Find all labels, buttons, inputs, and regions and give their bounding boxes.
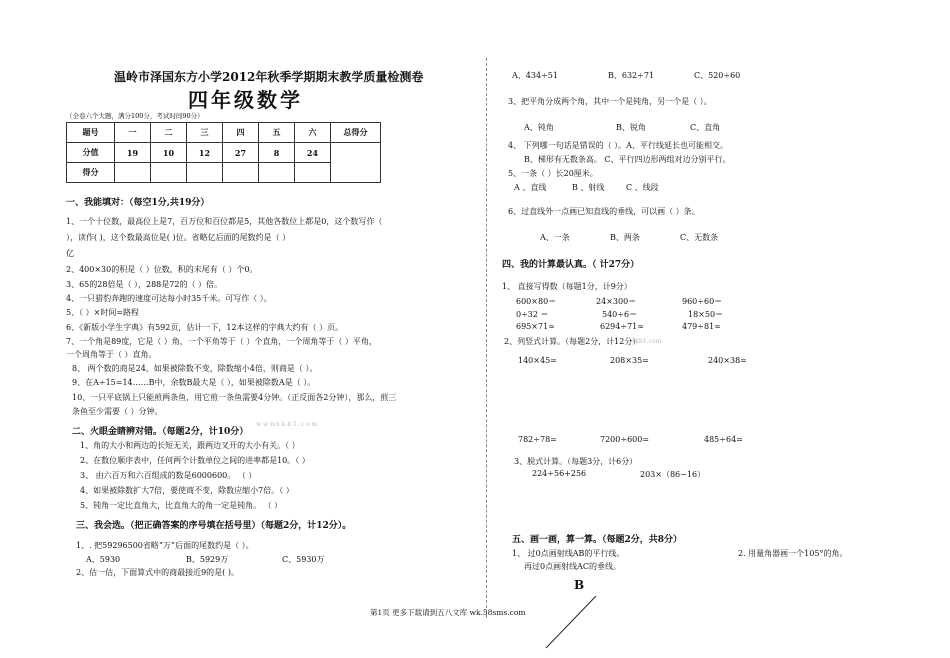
option-text: C、无数条 [680,233,719,242]
stepwise-calc: 224÷56+256 [532,469,587,478]
section5-title: 五、画一画，算一算。（每题2分，共8分） [512,535,683,545]
option-text: A 、直线 [514,183,547,192]
sub-question: 2、列竖式计算。（每题2分，计12分） [504,337,641,346]
column-divider [486,58,487,618]
option-text: C、520÷60 [694,71,741,80]
oral-calc: 960÷60＝ [682,297,723,306]
oral-calc: 6294÷71≈ [600,322,644,331]
option-text: B 、射线 [572,183,605,192]
vertical-calc: 7200÷600= [600,435,650,444]
grade-title: 四年级数学 [188,88,303,112]
score-table-label: 题号 [67,123,115,143]
score-table-label: 分值 [67,143,115,163]
score-table-cell: 27 [223,143,259,163]
question-text: 4、 下列哪一句话是错误的（ ）。A、平行线延长也可能相交。 [508,141,728,150]
ray-ab-line [546,596,596,648]
question-text: 2、在数位顺序表中，任何两个计数单位之间的进率都是10。（ ） [80,456,310,465]
score-table-cell: 12 [187,143,223,163]
question-text: 3、把平角分成两个角，其中一个是钝角，另一个是（ ）。 [508,97,712,106]
score-table-header: 三 [187,123,223,143]
question-text: 5、（ ）×时间=路程 [66,308,140,317]
score-table-cell: 10 [151,143,187,163]
option-text: A、5930 [86,555,121,564]
question-text: 7、一个角是89度，它是（ ）角，一个平角等于（ ）个直角，一个周角等于（ ）平角， [66,337,377,346]
section1-title: 一、我能填对：（每空1分,共19分） [66,198,210,208]
oral-calc: 18×50＝ [688,310,724,319]
score-table [66,122,381,183]
question-text: 6、《新版小学生字典》有592页，估计一下，12本这样的字典大约有（ ）页。 [66,323,344,332]
faint-watermark: xkb1.com [632,338,662,345]
option-text: A、一条 [540,233,570,242]
score-input-cell[interactable] [115,163,151,183]
question-text: 10、一只平底锅上只能煎两条鱼，用它煎一条鱼需要4分钟。（正反面各2分钟），那么，煎三 [72,393,397,402]
score-table-header: 四 [223,123,259,143]
option-text: B、632÷71 [608,71,655,80]
oral-calc: 0÷32 ＝ [516,310,549,319]
total-score-cell[interactable] [331,143,381,183]
option-text: C、直角 [690,123,721,132]
vertical-calc: 140×45= [518,356,557,365]
score-table-row-number [67,123,381,143]
question-text: 1、角的大小和两边的长短无关，跟两边叉开的大小有关。（ ） [80,441,300,450]
question-text: 2、估一估，下面算式中的商最接近9的是( )。 [76,568,239,577]
sub-question: 3、脱式计算。（每题3分，计6分） [514,457,638,466]
score-table-cell: 24 [295,143,331,163]
oral-calc: 479÷81≈ [682,322,721,331]
score-table-header: 五 [259,123,295,143]
question-text: 亿 [66,249,74,258]
question-text: 3、65的28倍是（ ），288是72的（ ）倍。 [66,280,222,289]
question-text: 9、在A÷15=14……B中，余数B最大是（ ），如果被除数A是（ ）。 [72,378,316,387]
question-text: 条鱼至少需要（ ）分钟。 [72,407,163,416]
option-text: C、5930万 [282,555,325,564]
point-b-label: B [574,578,585,592]
exam-note: （全卷六个大题，满分100分，考试时间90分） [66,112,204,120]
vertical-calc: 208×35= [610,356,649,365]
question-text: 4、一只猎豹奔跑的速度可达每小时35千米。可写作（ ）。 [66,294,272,303]
section2-title: 二、火眼金睛辨对错。（每题2分，计10分） [72,427,249,437]
question-text: 1、. 把59296500省略“万”后面的尾数约是（ ）。 [76,541,254,550]
question-text: 再过0点画射线AC的垂线。 [524,562,621,571]
ray-ab-drawing [520,592,610,652]
sub-question: 1、 直接写得数（每题1分，计9分） [502,282,632,291]
score-table-header: 一 [115,123,151,143]
option-text: A、钝角 [524,123,554,132]
watermark: w w w.x k b 1. c o m [256,421,318,428]
section4-title: 四、我的计算最认真。（ 计27分） [502,260,640,270]
page-footer: 第1页 更多下载请到五八文库 wk.58sms.com [370,608,526,617]
option-text: C 、线段 [626,183,659,192]
exam-title: 温岭市泽国东方小学2012年秋季学期期末教学质量检测卷 [114,70,424,84]
score-table-cell: 19 [115,143,151,163]
question-text: 2. 用量角器画一个105°的角。 [738,549,848,558]
score-input-cell[interactable] [259,163,295,183]
question-text: 6、过直线外一点画已知直线的垂线，可以画（ ）条。 [508,207,700,216]
question-text: 5、一条（ ）长20厘米。 [508,169,598,178]
question-text: 5、钝角一定比直角大，比直角大的角一定是钝角。 （ ） [80,501,283,510]
section3-title: 三、我会选。（把正确答案的序号填在括号里）（每题2分，计12分）。 [76,521,352,531]
question-text: 3、 由六百万和六百组成的数是6000600。 （ ） [80,471,257,480]
vertical-calc: 240×38= [708,356,747,365]
question-text: ），读作( )，这个数最高位是( )位。省略亿后面的尾数约是（ ） [66,233,291,242]
oral-calc: 540÷6＝ [602,310,638,319]
option-text: B、5929万 [186,555,229,564]
option-text: B、锐角 [616,123,646,132]
stepwise-calc: 203×（86−16） [640,470,706,479]
score-table-row-points [67,143,381,163]
option-text: B、两条 [610,233,640,242]
question-text: B、梯形有无数条高。 C、平行四边形两组对边分别平行。 [524,155,731,164]
score-input-cell[interactable] [295,163,331,183]
vertical-calc: 485÷64= [704,435,743,444]
question-text: 2、400×30的积是（ ）位数，积的末尾有（ ）个0。 [66,265,258,274]
score-table-header: 二 [151,123,187,143]
score-table-label: 得分 [67,163,115,183]
question-text: 1、一个十位数，最高位上是7，百万位和百位都是5，其他各数位上都是0，这个数写作（ [66,217,383,226]
score-table-header: 总得分 [331,123,381,143]
score-input-cell[interactable] [151,163,187,183]
oral-calc: 600×80＝ [516,297,557,306]
vertical-calc: 782÷78= [518,435,557,444]
score-input-cell[interactable] [187,163,223,183]
score-table-header: 六 [295,123,331,143]
score-input-cell[interactable] [223,163,259,183]
oral-calc: 695×71≈ [516,322,555,331]
question-text: 1、 过0点画射线AB的平行线。 [512,549,625,558]
question-text: 8、 两个数的商是24，如果被除数不变，除数缩小4倍，则商是（ ）。 [72,364,318,373]
question-text: 4、如果被除数扩大7倍，要使商不变，除数应缩小7倍。（ ） [80,486,294,495]
question-text: 一个周角等于（ ）直角。 [66,350,157,359]
score-table-cell: 8 [259,143,295,163]
option-text: A、434÷51 [512,71,558,80]
oral-calc: 24×300＝ [596,297,637,306]
